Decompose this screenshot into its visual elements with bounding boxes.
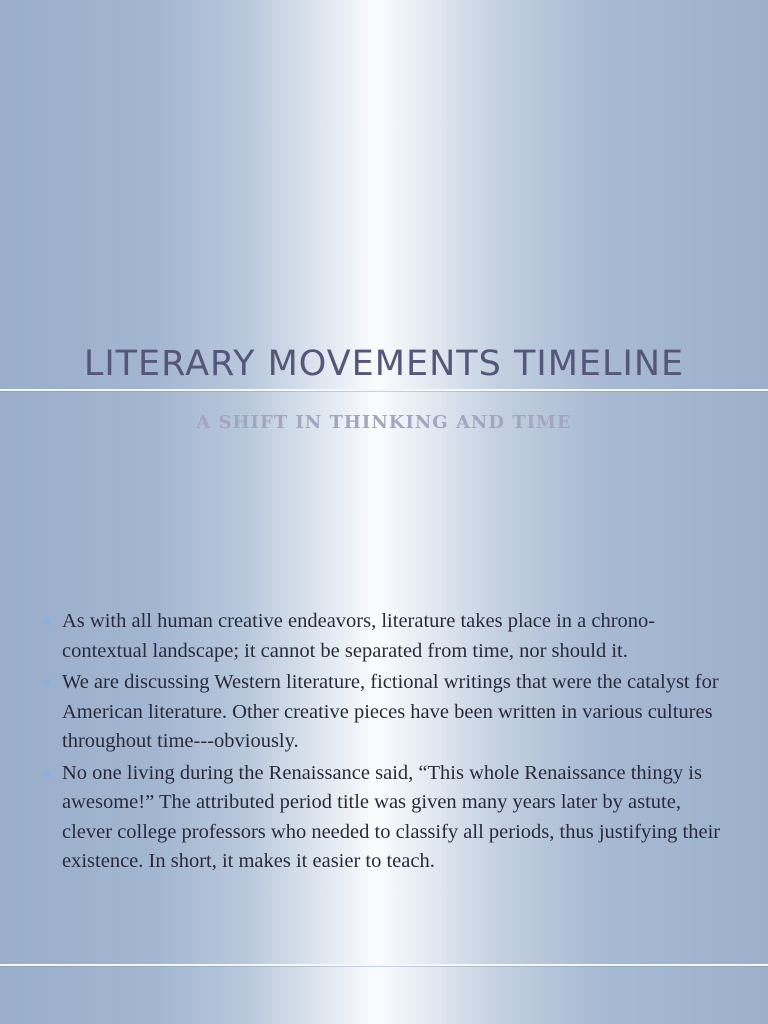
content-slide bbox=[0, 512, 768, 1024]
bullet-text: We are discussing Western literature, fictional writings that were the catalyst for American literature. Other creative pieces have been written in various cultures throughout time---obviously. bbox=[62, 671, 719, 752]
footer-divider bbox=[0, 964, 768, 966]
bullet-item bbox=[44, 759, 734, 877]
bullet-list bbox=[44, 607, 734, 879]
slide-subtitle: A SHIFT IN THINKING AND TIME bbox=[196, 412, 572, 433]
slide-title: LITERARY MOVEMENTS TIMELINE bbox=[83, 344, 685, 384]
bullet-marker-icon bbox=[44, 770, 51, 777]
bullet-text: As with all human creative endeavors, literature takes place in a chrono-contextual landscape; it cannot be separated from time, nor should it. bbox=[62, 610, 656, 662]
bullet-item bbox=[44, 668, 734, 757]
bullet-marker-icon bbox=[44, 679, 51, 686]
bullet-marker-icon bbox=[44, 618, 51, 625]
title-divider bbox=[0, 389, 768, 391]
bullet-text: No one living during the Renaissance said, “This whole Renaissance thingy is awesome!” The attributed period title was given many years later by astute, clever college professors who needed to classify all periods, thus justifying their existence. In short, it makes it easier to teach. bbox=[62, 761, 721, 872]
bullet-item bbox=[44, 607, 734, 666]
